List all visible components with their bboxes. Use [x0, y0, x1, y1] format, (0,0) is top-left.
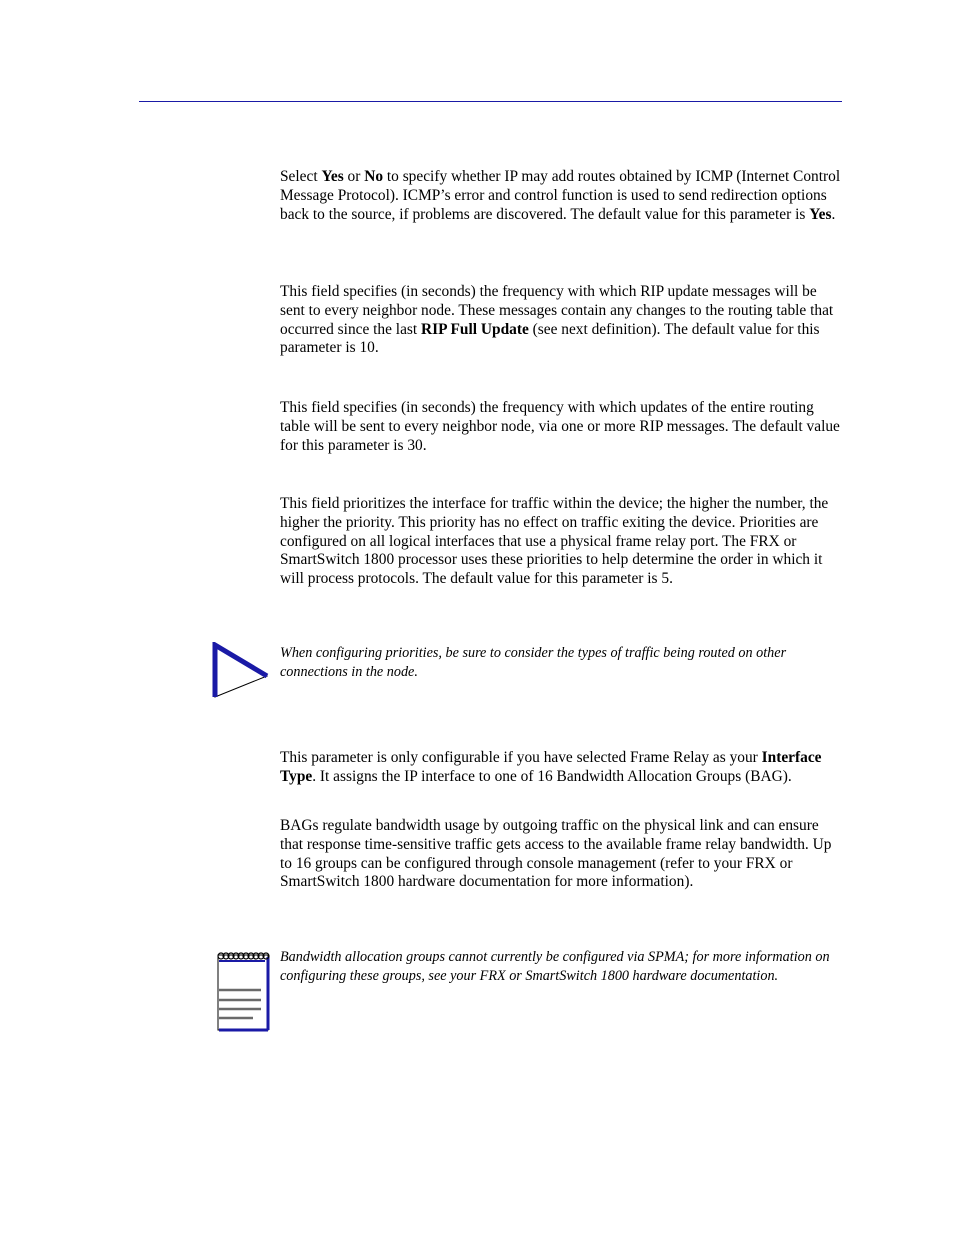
- note-priorities: When configuring priorities, be sure to consider the types of traffic being routed on other connections in the node.: [280, 645, 787, 680]
- triangle-pointer-icon: [211, 642, 271, 702]
- paragraph-icmp-redirect: Select Yes or No to specify whether IP may add routes obtained by ICMP (Internet Control Message Protocol). ICMP’s error and control function is used to send redirection options back to the source, if problems are discovered. The default value for this parameter is Yes.: [280, 168, 841, 223]
- header-rule: [139, 101, 842, 102]
- paragraph-rip-update: This field specifies (in seconds) the frequency with which RIP update messages will be sent to every neighbor node. These messages contain any changes to the routing table that occurred since the last RIP Full Update (see next definition). The default value for this parameter is 10.: [280, 283, 834, 357]
- notepad-icon: [213, 947, 271, 1033]
- note-bandwidth-groups: Bandwidth allocation groups cannot currently be configured via SPMA; for more information on configuring these groups, see your FRX or SmartSwitch 1800 hardware documentation.: [280, 949, 830, 984]
- paragraph-priority: This field prioritizes the interface for traffic within the device; the higher the number, the higher the priority. This priority has no effect on traffic exiting the device. Priorities are configured on all logical interfaces that use a physical frame relay port. The FRX or SmartSwitch 1800 processor uses these priorities to help determine the order in which it will process protocols. The default value for this parameter is 5.: [280, 495, 829, 588]
- paragraph-rip-full-update: This field specifies (in seconds) the frequency with which updates of the entire routing table will be sent to every neighbor node, via one or more RIP messages. The default value for this parameter is 30.: [280, 399, 840, 454]
- paragraph-bags: BAGs regulate bandwidth usage by outgoing traffic on the physical link and can ensure that response time-sensitive traffic gets access to the available frame relay bandwidth. Up to 16 groups can be configured through console management (refer to your FRX or SmartSwitch 1800 hardware documentation for more information).: [280, 817, 832, 891]
- paragraph-bandwidth-group: This parameter is only configurable if you have selected Frame Relay as your Interface Type. It assigns the IP interface to one of 16 Bandwidth Allocation Groups (BAG).: [280, 749, 822, 785]
